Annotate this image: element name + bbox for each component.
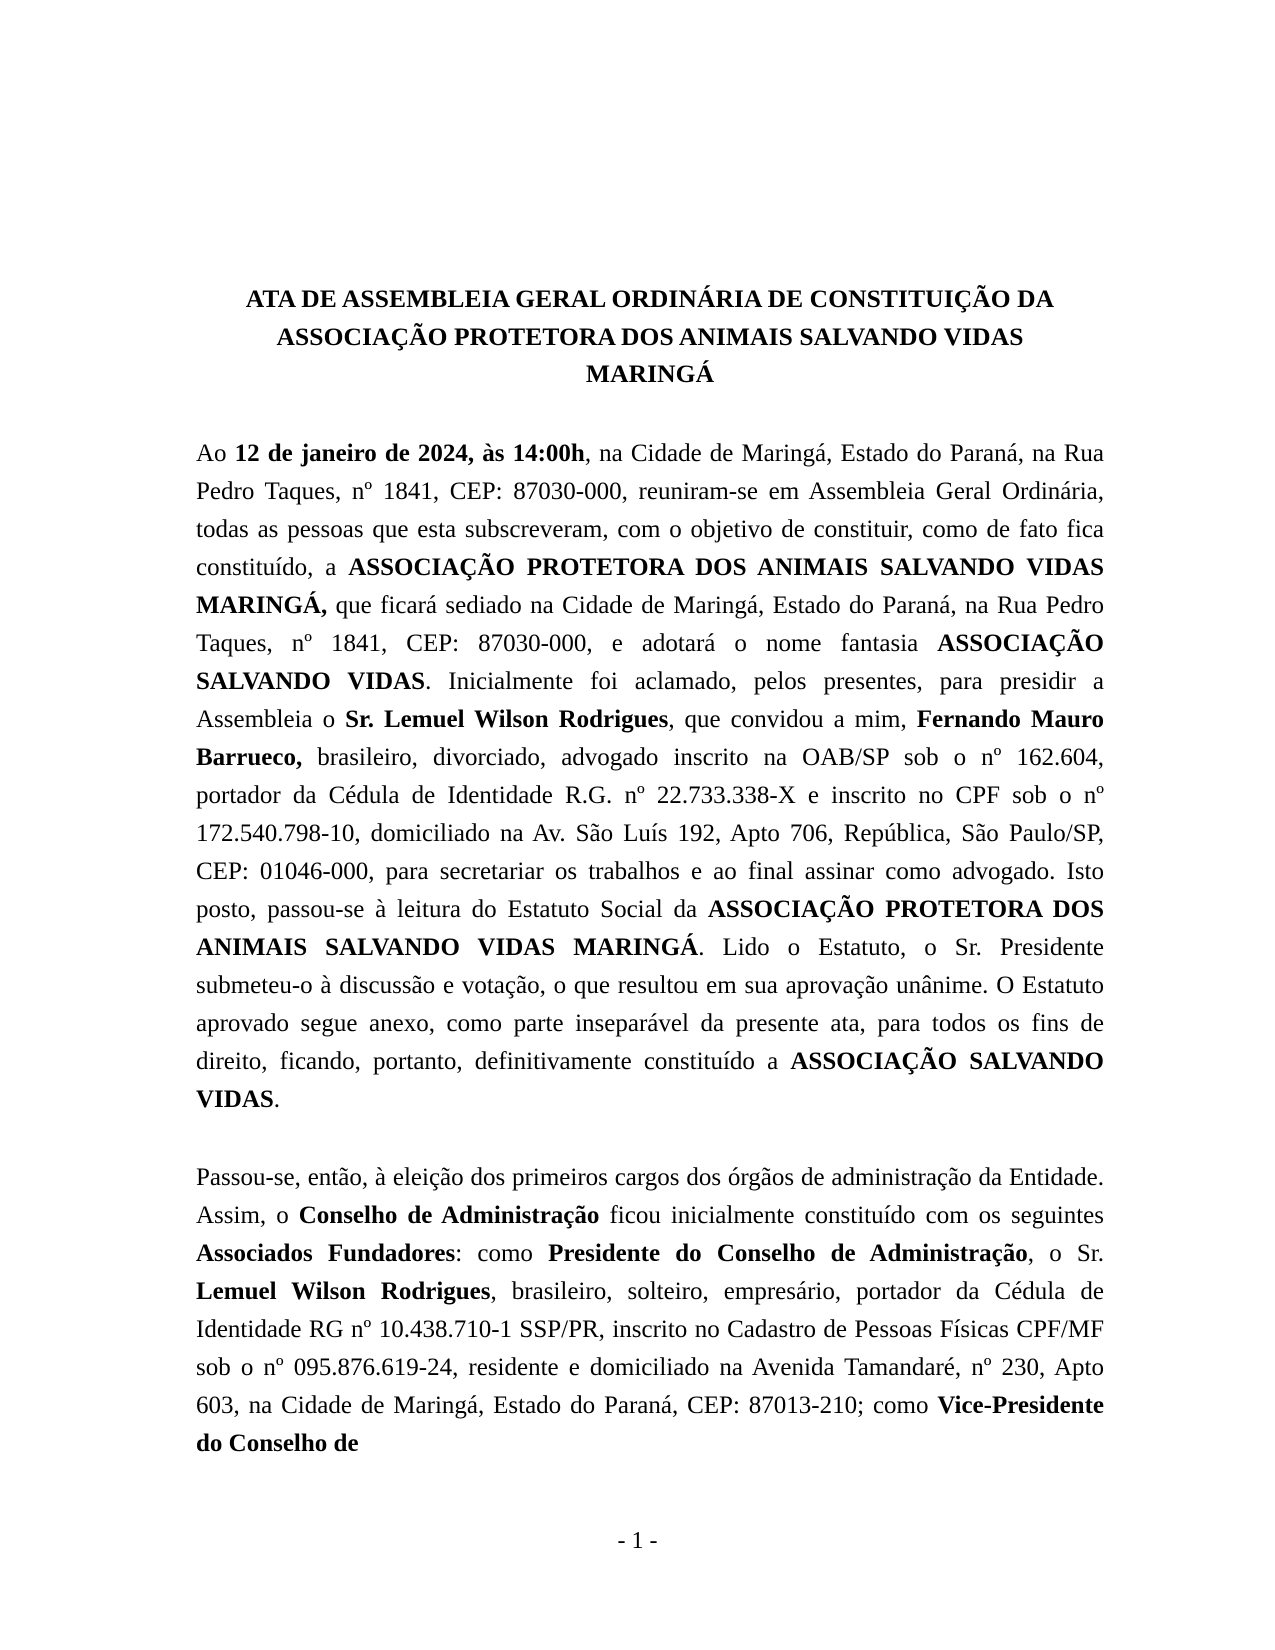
page-footer: [0, 1528, 1275, 1555]
title-line-1: ATA DE ASSEMBLEIA GERAL ORDINÁRIA DE CONSTITUIÇÃO DA: [245, 284, 1055, 313]
document-body: [196, 280, 1104, 1463]
paragraph-constitution: Ao 12 de janeiro de 2024, às 14:00h, na Cidade de Maringá, Estado do Paraná, na Rua Pedro Taques, nº 1841, CEP: 87030-000, reuniram-se em Assembleia Geral Ordinária, todas as pessoas que esta subscreveram, com o objetivo de constituir, como de fato fica constituído, a ASSOCIAÇÃO PROTETORA DOS ANIMAIS SALVANDO VIDAS MARINGÁ, que ficará sediado na Cidade de Maringá, Estado do Paraná, na Rua Pedro Taques, nº 1841, CEP: 87030-000, e adotará o nome fantasia ASSOCIAÇÃO SALVANDO VIDAS. Inicialmente foi aclamado, pelos presentes, para presidir a Assembleia o Sr. Lemuel Wilson Rodrigues, que convidou a mim, Fernando Mauro Barrueco, brasileiro, divorciado, advogado inscrito na OAB/SP sob o nº 162.604, portador da Cédula de Identidade R.G. nº 22.733.338-X e inscrito no CPF sob o nº 172.540.798-10, domiciliado na Av. São Luís 192, Apto 706, República, São Paulo/SP, CEP: 01046-000, para secretariar os trabalhos e ao final assinar como advogado. Isto posto, passou-se à leitura do Estatuto Social da ASSOCIAÇÃO PROTETORA DOS ANIMAIS SALVANDO VIDAS MARINGÁ. Lido o Estatuto, o Sr. Presidente submeteu-o à discussão e votação, o que resultou em sua aprovação unânime. O Estatuto aprovado segue anexo, como parte inseparável da presente ata, para todos os fins de direito, ficando, portanto, definitivamente constituído a ASSOCIAÇÃO SALVANDO VIDAS.: [196, 440, 1105, 1114]
page-title: [196, 280, 1104, 393]
title-line-2: ASSOCIAÇÃO PROTETORA DOS ANIMAIS SALVANDO VIDAS: [276, 321, 1024, 351]
paragraph-election: Passou-se, então, à eleição dos primeiros cargos dos órgãos de administração da Entidade. Assim, o Conselho de Administração ficou inicialmente constituído com os seguintes Associados Fundadores: como Presidente do Conselho de Administração, o Sr. Lemuel Wilson Rodrigues, brasileiro, solteiro, empresário, portador da Cédula de Identidade RG nº 10.438.710-1 SSP/PR, inscrito no Cadastro de Pessoas Físicas CPF/MF sob o nº 095.876.619-24, residente e domiciliado na Avenida Tamandaré, nº 230, Apto 603, na Cidade de Maringá, Estado do Paraná, CEP: 87013-210; como Vice-Presidente do Conselho de: [196, 1164, 1104, 1458]
page-number: - 1 -: [617, 1528, 658, 1554]
title-line-3: MARINGÁ: [585, 359, 715, 389]
